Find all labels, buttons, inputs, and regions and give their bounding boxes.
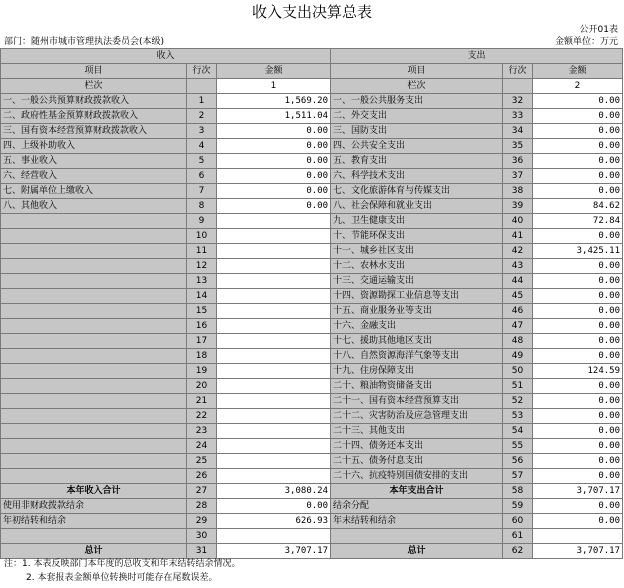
expense-item: 八、社会保障和就业支出 <box>331 199 503 214</box>
income-line-no: 18 <box>187 349 217 364</box>
expense-line-no: 59 <box>503 499 533 514</box>
income-line-no: 26 <box>187 469 217 484</box>
table-row <box>1 274 623 289</box>
section-header-row <box>1 49 623 64</box>
income-line-no: 1 <box>187 94 217 109</box>
table-row <box>1 514 623 529</box>
income-item: 一、一般公共预算财政拨款收入 <box>1 94 187 109</box>
income-item <box>1 454 187 469</box>
expense-item-header: 项目 <box>331 64 503 79</box>
income-item <box>1 334 187 349</box>
expense-item: 二、外交支出 <box>331 109 503 124</box>
expense-item: 二十四、债务还本支出 <box>331 439 503 454</box>
income-column-number: 1 <box>217 79 331 94</box>
expense-item: 二十二、灾害防治及应急管理支出 <box>331 409 503 424</box>
table-row <box>1 169 623 184</box>
table-row <box>1 199 623 214</box>
note-2: 2. 本套报表金额单位转换时可能存在尾数误差。 <box>26 573 218 583</box>
expense-line-no: 58 <box>503 484 533 499</box>
expense-line-no: 56 <box>503 454 533 469</box>
expense-line-no: 41 <box>503 229 533 244</box>
income-amount: 0.00 <box>217 169 331 184</box>
income-amount: 0.00 <box>217 154 331 169</box>
table-row <box>1 454 623 469</box>
expense-line-no: 35 <box>503 139 533 154</box>
expense-item: 十二、农林水支出 <box>331 259 503 274</box>
table-row <box>1 304 623 319</box>
expense-column-number: 2 <box>533 79 623 94</box>
income-amount <box>217 244 331 259</box>
expense-line-no: 38 <box>503 184 533 199</box>
income-amount <box>217 529 331 544</box>
table-row <box>1 439 623 454</box>
table-row <box>1 334 623 349</box>
summary-table <box>0 48 623 559</box>
expense-item: 年末结转和结余 <box>331 514 503 529</box>
notes <box>4 557 240 585</box>
expense-item: 七、文化旅游体育与传媒支出 <box>331 184 503 199</box>
income-item: 六、经营收入 <box>1 169 187 184</box>
income-amount <box>217 334 331 349</box>
expense-item: 十四、资源勘探工业信息等支出 <box>331 289 503 304</box>
income-item <box>1 469 187 484</box>
expense-amount: 0.00 <box>533 259 623 274</box>
income-amount <box>217 214 331 229</box>
expense-item: 六、科学技术支出 <box>331 169 503 184</box>
income-item: 本年收入合计 <box>1 484 187 499</box>
expense-amount: 0.00 <box>533 469 623 484</box>
table-row <box>1 154 623 169</box>
table-row <box>1 259 623 274</box>
expense-amount: 0.00 <box>533 394 623 409</box>
income-item <box>1 289 187 304</box>
expense-line-header: 行次 <box>503 64 533 79</box>
expense-amount: 0.00 <box>533 169 623 184</box>
expense-line-no: 53 <box>503 409 533 424</box>
column-label-row <box>1 79 623 94</box>
income-line-no: 2 <box>187 109 217 124</box>
income-item: 四、上级补助收入 <box>1 139 187 154</box>
income-line-no: 21 <box>187 394 217 409</box>
expense-item: 二十、粮油物资储备支出 <box>331 379 503 394</box>
expense-line-no: 37 <box>503 169 533 184</box>
expense-column-label-blank <box>503 79 533 94</box>
expense-line-no: 34 <box>503 124 533 139</box>
income-section-header: 收入 <box>1 49 331 64</box>
income-amount <box>217 349 331 364</box>
income-line-no: 24 <box>187 439 217 454</box>
table-row <box>1 394 623 409</box>
expense-item: 十九、住房保障支出 <box>331 364 503 379</box>
income-line-no: 22 <box>187 409 217 424</box>
expense-item: 结余分配 <box>331 499 503 514</box>
table-row <box>1 124 623 139</box>
income-line-no: 28 <box>187 499 217 514</box>
income-line-header: 行次 <box>187 64 217 79</box>
income-line-no: 3 <box>187 124 217 139</box>
income-item: 三、国有资本经营预算财政拨款收入 <box>1 124 187 139</box>
expense-amount: 0.00 <box>533 154 623 169</box>
income-amount: 0.00 <box>217 499 331 514</box>
expense-amount: 0.00 <box>533 94 623 109</box>
income-item <box>1 259 187 274</box>
expense-line-no: 36 <box>503 154 533 169</box>
expense-line-no: 48 <box>503 334 533 349</box>
income-line-no: 25 <box>187 454 217 469</box>
expense-line-no: 33 <box>503 109 533 124</box>
income-amount <box>217 394 331 409</box>
expense-item: 十七、援助其他地区支出 <box>331 334 503 349</box>
income-amount <box>217 424 331 439</box>
income-line-no: 11 <box>187 244 217 259</box>
table-row <box>1 139 623 154</box>
table-row <box>1 184 623 199</box>
expense-item: 本年支出合计 <box>331 484 503 499</box>
expense-amount: 3,707.17 <box>533 544 623 559</box>
expense-line-no: 43 <box>503 259 533 274</box>
expense-line-no: 55 <box>503 439 533 454</box>
note-1: 注：1. 本表反映部门本年度的总收支和年末结转结余情况。 <box>4 559 241 569</box>
table-row <box>1 529 623 544</box>
expense-amount: 84.62 <box>533 199 623 214</box>
expense-item: 总计 <box>331 544 503 559</box>
expense-amount <box>533 529 623 544</box>
expense-amount: 0.00 <box>533 124 623 139</box>
expense-line-no: 51 <box>503 379 533 394</box>
income-item <box>1 409 187 424</box>
income-amount: 1,569.20 <box>217 94 331 109</box>
income-item <box>1 319 187 334</box>
expense-line-no: 61 <box>503 529 533 544</box>
income-line-no: 12 <box>187 259 217 274</box>
expense-amount: 0.00 <box>533 274 623 289</box>
expense-line-no: 57 <box>503 469 533 484</box>
income-amount <box>217 454 331 469</box>
expense-item: 十六、金融支出 <box>331 319 503 334</box>
income-amount <box>217 274 331 289</box>
expense-amount: 0.00 <box>533 349 623 364</box>
expense-item: 九、卫生健康支出 <box>331 214 503 229</box>
income-line-no: 23 <box>187 424 217 439</box>
income-amount: 1,511.04 <box>217 109 331 124</box>
table-row <box>1 214 623 229</box>
form-code: 公开01表 <box>579 25 618 35</box>
expense-amount: 0.00 <box>533 439 623 454</box>
expense-item: 五、教育支出 <box>331 154 503 169</box>
expense-item: 三、国防支出 <box>331 124 503 139</box>
income-line-no: 19 <box>187 364 217 379</box>
expense-amount: 0.00 <box>533 499 623 514</box>
expense-item: 十一、城乡社区支出 <box>331 244 503 259</box>
expense-amount: 0.00 <box>533 139 623 154</box>
expense-item: 一、一般公共服务支出 <box>331 94 503 109</box>
income-item: 总计 <box>1 544 187 559</box>
table-row <box>1 229 623 244</box>
income-line-no: 10 <box>187 229 217 244</box>
expense-item: 二十三、其他支出 <box>331 424 503 439</box>
table-row <box>1 469 623 484</box>
income-column-label: 栏次 <box>1 79 187 94</box>
income-item: 使用非财政拨款结余 <box>1 499 187 514</box>
income-item <box>1 379 187 394</box>
expense-amount: 0.00 <box>533 289 623 304</box>
expense-line-no: 50 <box>503 364 533 379</box>
income-item <box>1 349 187 364</box>
income-amount: 3,707.17 <box>217 544 331 559</box>
income-amount <box>217 229 331 244</box>
expense-item: 二十五、债务付息支出 <box>331 454 503 469</box>
expense-line-no: 40 <box>503 214 533 229</box>
expense-amount: 0.00 <box>533 304 623 319</box>
income-line-no: 27 <box>187 484 217 499</box>
income-item <box>1 394 187 409</box>
income-line-no: 31 <box>187 544 217 559</box>
table-row <box>1 94 623 109</box>
expense-line-no: 44 <box>503 274 533 289</box>
income-item <box>1 439 187 454</box>
income-line-no: 16 <box>187 319 217 334</box>
income-amount-header: 金额 <box>217 64 331 79</box>
income-item <box>1 304 187 319</box>
income-line-no: 9 <box>187 214 217 229</box>
year-total-row <box>1 484 623 499</box>
income-line-no: 6 <box>187 169 217 184</box>
income-amount <box>217 364 331 379</box>
expense-line-no: 39 <box>503 199 533 214</box>
table-row <box>1 409 623 424</box>
expense-amount: 0.00 <box>533 454 623 469</box>
expense-line-no: 60 <box>503 514 533 529</box>
expense-item <box>331 529 503 544</box>
expense-line-no: 32 <box>503 94 533 109</box>
expense-item: 二十一、国有资本经营预算支出 <box>331 394 503 409</box>
expense-amount: 0.00 <box>533 379 623 394</box>
expense-amount: 72.84 <box>533 214 623 229</box>
expense-column-label: 栏次 <box>331 79 503 94</box>
income-line-no: 13 <box>187 274 217 289</box>
income-line-no: 7 <box>187 184 217 199</box>
expense-line-no: 54 <box>503 424 533 439</box>
expense-amount: 0.00 <box>533 424 623 439</box>
table-row <box>1 364 623 379</box>
expense-item: 十三、交通运输支出 <box>331 274 503 289</box>
expense-line-no: 46 <box>503 304 533 319</box>
expense-amount: 0.00 <box>533 409 623 424</box>
income-amount: 0.00 <box>217 139 331 154</box>
income-item: 八、其他收入 <box>1 199 187 214</box>
income-item: 年初结转和结余 <box>1 514 187 529</box>
expense-amount: 0.00 <box>533 184 623 199</box>
table-row <box>1 379 623 394</box>
expense-amount: 124.59 <box>533 364 623 379</box>
income-amount <box>217 259 331 274</box>
table-row <box>1 319 623 334</box>
income-item: 七、附属单位上缴收入 <box>1 184 187 199</box>
income-amount: 0.00 <box>217 124 331 139</box>
expense-amount: 3,425.11 <box>533 244 623 259</box>
expense-item: 十八、自然资源海洋气象等支出 <box>331 349 503 364</box>
expense-amount: 0.00 <box>533 319 623 334</box>
unit-label: 金额单位：万元 <box>554 37 618 47</box>
expense-line-no: 52 <box>503 394 533 409</box>
expense-amount: 0.00 <box>533 229 623 244</box>
expense-item: 十五、商业服务业等支出 <box>331 304 503 319</box>
income-item <box>1 244 187 259</box>
expense-line-no: 42 <box>503 244 533 259</box>
expense-amount: 0.00 <box>533 514 623 529</box>
income-item <box>1 529 187 544</box>
income-amount <box>217 319 331 334</box>
table-row <box>1 499 623 514</box>
expense-item: 四、公共安全支出 <box>331 139 503 154</box>
income-line-no: 14 <box>187 289 217 304</box>
income-item <box>1 424 187 439</box>
table-row <box>1 349 623 364</box>
expense-amount: 0.00 <box>533 109 623 124</box>
expense-line-no: 47 <box>503 319 533 334</box>
table-row <box>1 424 623 439</box>
expense-amount-header: 金额 <box>533 64 623 79</box>
table-row <box>1 109 623 124</box>
report-title: 收入支出决算总表 <box>251 3 372 21</box>
income-line-no: 17 <box>187 334 217 349</box>
table-row <box>1 289 623 304</box>
income-amount <box>217 289 331 304</box>
income-column-label-blank <box>187 79 217 94</box>
expense-item: 十、节能环保支出 <box>331 229 503 244</box>
table-row <box>1 244 623 259</box>
income-amount <box>217 304 331 319</box>
income-line-no: 29 <box>187 514 217 529</box>
income-item <box>1 364 187 379</box>
expense-line-no: 49 <box>503 349 533 364</box>
expense-amount: 3,707.17 <box>533 484 623 499</box>
department-label: 部门：随州市城市管理执法委员会(本级) <box>4 37 165 47</box>
expense-line-no: 62 <box>503 544 533 559</box>
income-item-header: 项目 <box>1 64 187 79</box>
income-amount <box>217 469 331 484</box>
income-amount: 3,080.24 <box>217 484 331 499</box>
income-item <box>1 214 187 229</box>
income-line-no: 4 <box>187 139 217 154</box>
income-item: 五、事业收入 <box>1 154 187 169</box>
expense-amount: 0.00 <box>533 334 623 349</box>
income-item: 二、政府性基金预算财政拨款收入 <box>1 109 187 124</box>
column-header-row <box>1 64 623 79</box>
expense-section-header: 支出 <box>331 49 623 64</box>
income-line-no: 8 <box>187 199 217 214</box>
expense-item: 二十六、抗疫特别国债安排的支出 <box>331 469 503 484</box>
income-amount <box>217 409 331 424</box>
income-line-no: 5 <box>187 154 217 169</box>
income-item <box>1 274 187 289</box>
income-amount <box>217 439 331 454</box>
income-line-no: 20 <box>187 379 217 394</box>
income-line-no: 30 <box>187 529 217 544</box>
expense-line-no: 45 <box>503 289 533 304</box>
income-amount: 0.00 <box>217 184 331 199</box>
income-item <box>1 229 187 244</box>
income-amount <box>217 379 331 394</box>
income-amount: 626.93 <box>217 514 331 529</box>
income-amount: 0.00 <box>217 199 331 214</box>
income-line-no: 15 <box>187 304 217 319</box>
